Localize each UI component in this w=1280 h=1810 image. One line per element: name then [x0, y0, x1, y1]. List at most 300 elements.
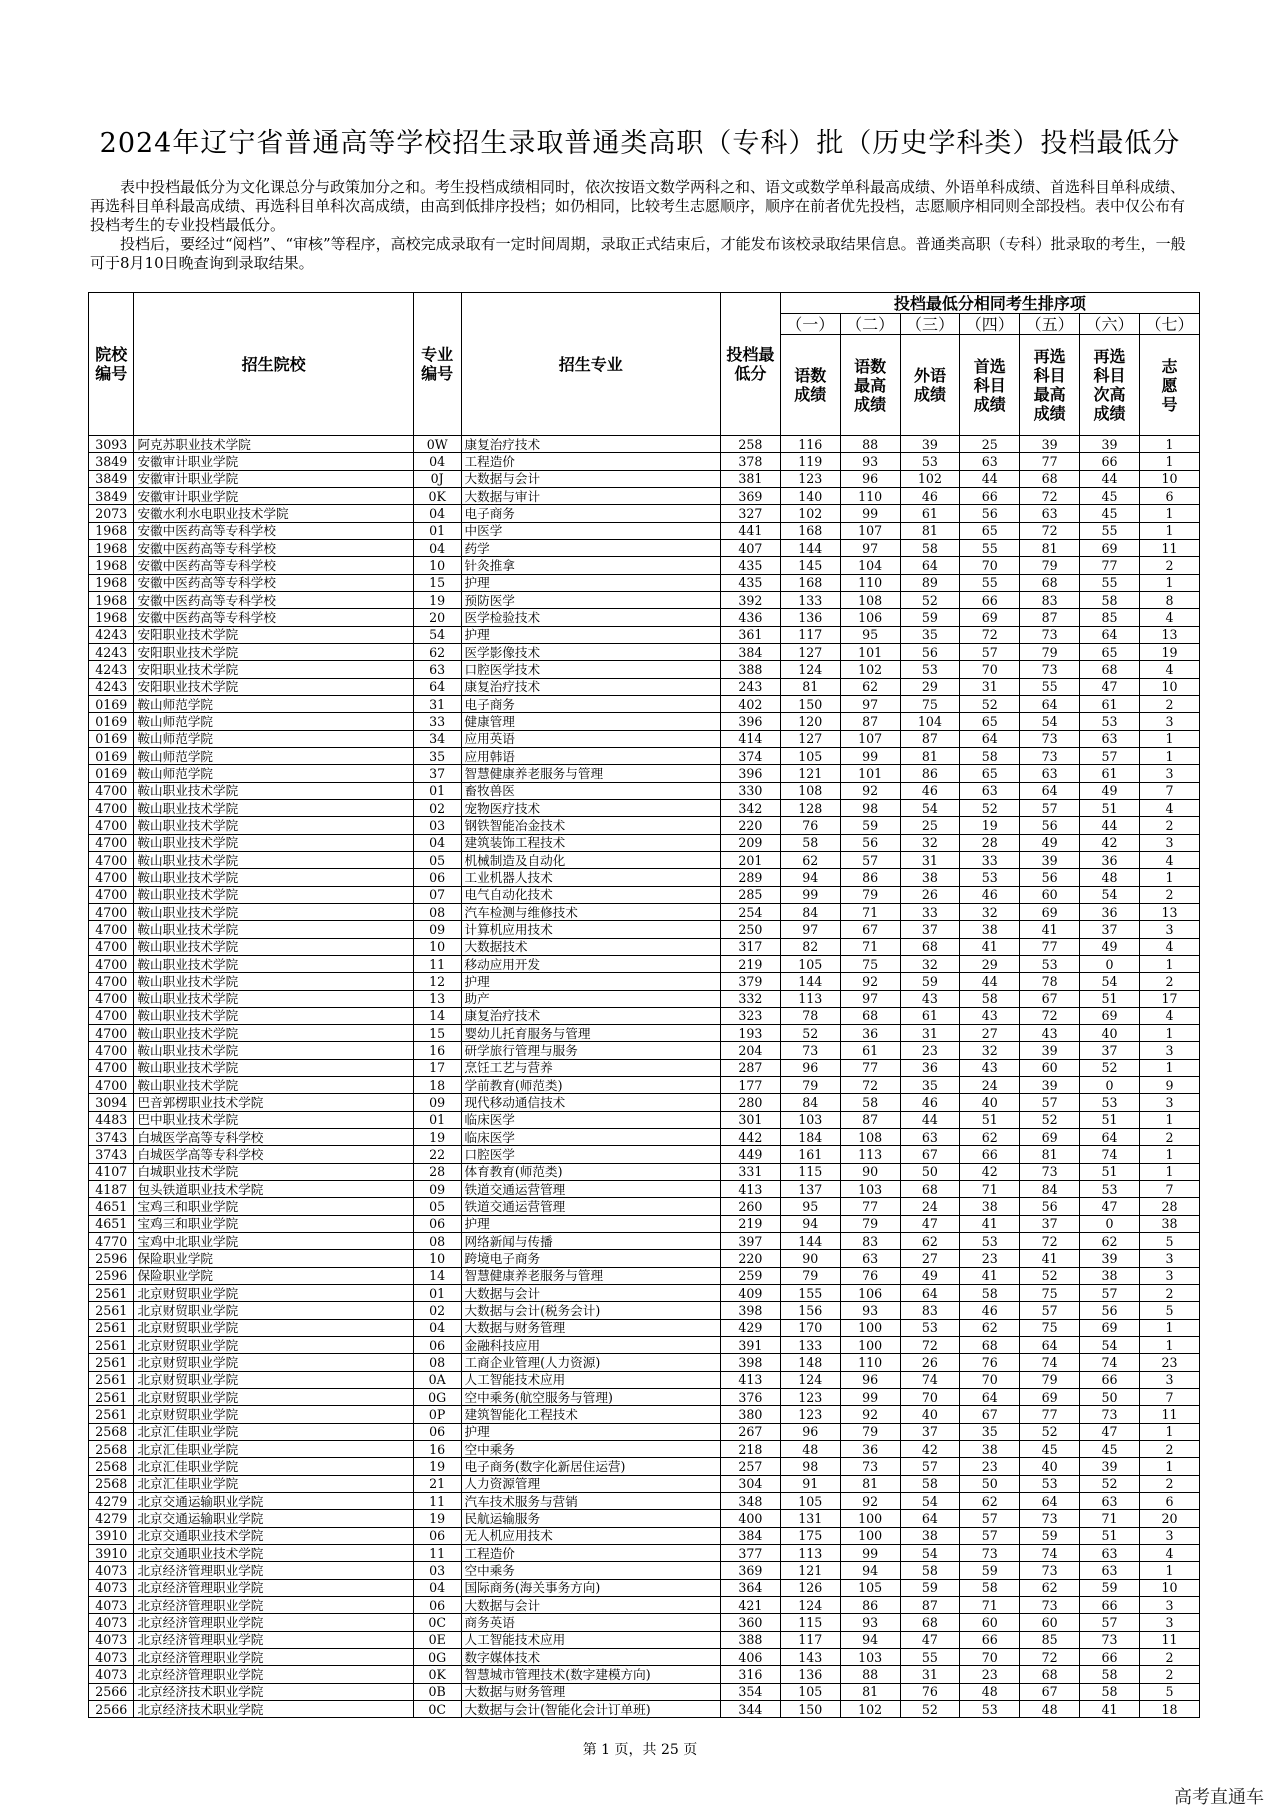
second-subject-max-cell: 77 — [1020, 1406, 1080, 1423]
second-subject-next-cell: 47 — [1080, 678, 1140, 695]
min-score-cell: 380 — [720, 1406, 780, 1423]
school-name-cell: 北京经济管理职业学院 — [134, 1648, 413, 1665]
foreign-lang-cell: 102 — [900, 470, 960, 487]
chinese-math-max-cell: 87 — [840, 713, 900, 730]
foreign-lang-cell: 42 — [900, 1441, 960, 1458]
major-name-cell: 人工智能技术应用 — [461, 1631, 720, 1648]
chinese-math-cell: 82 — [780, 938, 840, 955]
preference-no-cell: 4 — [1139, 851, 1199, 868]
chinese-math-max-cell: 100 — [840, 1510, 900, 1527]
chinese-math-cell: 123 — [780, 1406, 840, 1423]
foreign-lang-cell: 24 — [900, 1198, 960, 1215]
school-code-cell: 4073 — [89, 1596, 134, 1613]
second-subject-max-cell: 39 — [1020, 851, 1080, 868]
preference-no-cell: 13 — [1139, 626, 1199, 643]
major-name-cell: 护理 — [461, 574, 720, 591]
second-subject-next-cell: 66 — [1080, 1371, 1140, 1388]
header-order: （五） — [1020, 314, 1080, 335]
preference-no-cell: 6 — [1139, 1493, 1199, 1510]
chinese-math-max-cell: 99 — [840, 1389, 900, 1406]
school-name-cell: 保险职业学院 — [134, 1267, 413, 1284]
second-subject-next-cell: 57 — [1080, 1285, 1140, 1302]
table-row — [89, 505, 1200, 522]
min-score-cell: 204 — [720, 1042, 780, 1059]
chinese-math-cell: 48 — [780, 1441, 840, 1458]
second-subject-next-cell: 0 — [1080, 955, 1140, 972]
second-subject-max-cell: 39 — [1020, 1042, 1080, 1059]
min-score-cell: 388 — [720, 1631, 780, 1648]
chinese-math-cell: 62 — [780, 851, 840, 868]
table-row — [89, 661, 1200, 678]
chinese-math-max-cell: 36 — [840, 1025, 900, 1042]
chinese-math-max-cell: 79 — [840, 1423, 900, 1440]
second-subject-next-cell: 69 — [1080, 1007, 1140, 1024]
min-score-cell: 429 — [720, 1319, 780, 1336]
major-code-cell: 04 — [413, 539, 461, 556]
major-name-cell: 护理 — [461, 1423, 720, 1440]
school-name-cell: 北京经济技术职业学院 — [134, 1683, 413, 1700]
chinese-math-cell: 150 — [780, 1700, 840, 1717]
chinese-math-max-cell: 107 — [840, 730, 900, 747]
foreign-lang-cell: 68 — [900, 1181, 960, 1198]
chinese-math-cell: 155 — [780, 1285, 840, 1302]
major-code-cell: 0G — [413, 1389, 461, 1406]
preference-no-cell: 4 — [1139, 609, 1199, 626]
school-code-cell: 4700 — [89, 1042, 134, 1059]
chinese-math-max-cell: 100 — [840, 1319, 900, 1336]
first-subject-cell: 70 — [960, 1648, 1020, 1665]
preference-no-cell: 1 — [1139, 730, 1199, 747]
school-code-cell: 4279 — [89, 1510, 134, 1527]
chinese-math-cell: 143 — [780, 1648, 840, 1665]
school-name-cell: 鞍山职业技术学院 — [134, 921, 413, 938]
table-row — [89, 1683, 1200, 1700]
first-subject-cell: 38 — [960, 921, 1020, 938]
major-name-cell: 助产 — [461, 990, 720, 1007]
major-name-cell: 药学 — [461, 539, 720, 556]
chinese-math-cell: 133 — [780, 591, 840, 608]
second-subject-max-cell: 68 — [1020, 470, 1080, 487]
foreign-lang-cell: 38 — [900, 869, 960, 886]
table-row — [89, 903, 1200, 920]
foreign-lang-cell: 64 — [900, 557, 960, 574]
min-score-cell: 413 — [720, 1181, 780, 1198]
min-score-cell: 421 — [720, 1596, 780, 1613]
school-code-cell: 1968 — [89, 609, 134, 626]
chinese-math-cell: 137 — [780, 1181, 840, 1198]
major-code-cell: 04 — [413, 1579, 461, 1596]
chinese-math-cell: 148 — [780, 1354, 840, 1371]
school-code-cell: 2596 — [89, 1267, 134, 1284]
major-name-cell: 大数据技术 — [461, 938, 720, 955]
min-score-cell: 259 — [720, 1267, 780, 1284]
first-subject-cell: 64 — [960, 1389, 1020, 1406]
preference-no-cell: 8 — [1139, 591, 1199, 608]
second-subject-next-cell: 44 — [1080, 470, 1140, 487]
foreign-lang-cell: 55 — [900, 1648, 960, 1665]
preference-no-cell: 2 — [1139, 973, 1199, 990]
table-row — [89, 851, 1200, 868]
chinese-math-max-cell: 75 — [840, 955, 900, 972]
second-subject-max-cell: 73 — [1020, 1510, 1080, 1527]
school-name-cell: 北京经济管理职业学院 — [134, 1579, 413, 1596]
major-name-cell: 建筑装饰工程技术 — [461, 834, 720, 851]
min-score-cell: 449 — [720, 1146, 780, 1163]
major-code-cell: 0C — [413, 1700, 461, 1717]
second-subject-next-cell: 61 — [1080, 695, 1140, 712]
major-code-cell: 01 — [413, 782, 461, 799]
chinese-math-cell: 123 — [780, 470, 840, 487]
preference-no-cell: 7 — [1139, 782, 1199, 799]
chinese-math-cell: 84 — [780, 1094, 840, 1111]
min-score-cell: 384 — [720, 643, 780, 660]
second-subject-next-cell: 37 — [1080, 1042, 1140, 1059]
preference-no-cell: 2 — [1139, 1441, 1199, 1458]
min-score-cell: 177 — [720, 1077, 780, 1094]
preference-no-cell: 5 — [1139, 1302, 1199, 1319]
foreign-lang-cell: 50 — [900, 1163, 960, 1180]
preference-no-cell: 2 — [1139, 1648, 1199, 1665]
school-code-cell: 4651 — [89, 1215, 134, 1232]
chinese-math-cell: 115 — [780, 1614, 840, 1631]
major-code-cell: 10 — [413, 1250, 461, 1267]
foreign-lang-cell: 74 — [900, 1371, 960, 1388]
min-score-cell: 441 — [720, 522, 780, 539]
second-subject-max-cell: 52 — [1020, 1111, 1080, 1128]
chinese-math-cell: 79 — [780, 1077, 840, 1094]
preference-no-cell: 6 — [1139, 487, 1199, 504]
foreign-lang-cell: 35 — [900, 1077, 960, 1094]
first-subject-cell: 48 — [960, 1683, 1020, 1700]
school-name-cell: 鞍山职业技术学院 — [134, 1059, 413, 1076]
first-subject-cell: 66 — [960, 591, 1020, 608]
foreign-lang-cell: 43 — [900, 990, 960, 1007]
school-code-cell: 3093 — [89, 436, 134, 453]
header-col: 语数成绩 — [780, 335, 840, 436]
preference-no-cell: 1 — [1139, 1458, 1199, 1475]
chinese-math-max-cell: 63 — [840, 1250, 900, 1267]
preference-no-cell: 1 — [1139, 1146, 1199, 1163]
preference-no-cell: 2 — [1139, 695, 1199, 712]
school-name-cell: 鞍山职业技术学院 — [134, 1042, 413, 1059]
preference-no-cell: 20 — [1139, 1510, 1199, 1527]
second-subject-max-cell: 67 — [1020, 1683, 1080, 1700]
table-row — [89, 938, 1200, 955]
school-name-cell: 鞍山职业技术学院 — [134, 1025, 413, 1042]
header-order: （二） — [840, 314, 900, 335]
foreign-lang-cell: 59 — [900, 973, 960, 990]
chinese-math-max-cell: 95 — [840, 626, 900, 643]
second-subject-max-cell: 53 — [1020, 1475, 1080, 1492]
school-code-cell: 4073 — [89, 1648, 134, 1665]
first-subject-cell: 57 — [960, 1510, 1020, 1527]
min-score-cell: 369 — [720, 487, 780, 504]
school-name-cell: 北京经济管理职业学院 — [134, 1631, 413, 1648]
foreign-lang-cell: 54 — [900, 1545, 960, 1562]
first-subject-cell: 29 — [960, 955, 1020, 972]
header-col: 外语成绩 — [900, 335, 960, 436]
chinese-math-max-cell: 103 — [840, 1648, 900, 1665]
min-score-cell: 257 — [720, 1458, 780, 1475]
preference-no-cell: 3 — [1139, 1596, 1199, 1613]
preference-no-cell: 1 — [1139, 436, 1199, 453]
table-row — [89, 1059, 1200, 1076]
first-subject-cell: 31 — [960, 678, 1020, 695]
chinese-math-max-cell: 86 — [840, 869, 900, 886]
chinese-math-max-cell: 98 — [840, 799, 900, 816]
major-name-cell: 民航运输服务 — [461, 1510, 720, 1527]
min-score-cell: 260 — [720, 1198, 780, 1215]
preference-no-cell: 2 — [1139, 557, 1199, 574]
school-name-cell: 鞍山师范学院 — [134, 765, 413, 782]
school-code-cell: 2596 — [89, 1250, 134, 1267]
chinese-math-cell: 105 — [780, 1683, 840, 1700]
second-subject-next-cell: 52 — [1080, 1475, 1140, 1492]
foreign-lang-cell: 76 — [900, 1683, 960, 1700]
school-code-cell: 4700 — [89, 1007, 134, 1024]
table-row — [89, 955, 1200, 972]
chinese-math-max-cell: 92 — [840, 782, 900, 799]
second-subject-next-cell: 57 — [1080, 1614, 1140, 1631]
second-subject-max-cell: 77 — [1020, 453, 1080, 470]
foreign-lang-cell: 31 — [900, 851, 960, 868]
school-code-cell: 4700 — [89, 1059, 134, 1076]
preference-no-cell: 10 — [1139, 470, 1199, 487]
chinese-math-max-cell: 99 — [840, 505, 900, 522]
second-subject-max-cell: 56 — [1020, 1198, 1080, 1215]
major-name-cell: 预防医学 — [461, 591, 720, 608]
min-score-cell: 316 — [720, 1666, 780, 1683]
first-subject-cell: 65 — [960, 522, 1020, 539]
min-score-cell: 243 — [720, 678, 780, 695]
chinese-math-max-cell: 106 — [840, 609, 900, 626]
major-name-cell: 口腔医学技术 — [461, 661, 720, 678]
chinese-math-cell: 95 — [780, 1198, 840, 1215]
major-code-cell: 19 — [413, 591, 461, 608]
chinese-math-max-cell: 79 — [840, 1215, 900, 1232]
chinese-math-max-cell: 96 — [840, 1371, 900, 1388]
school-name-cell: 阿克苏职业技术学院 — [134, 436, 413, 453]
preference-no-cell: 1 — [1139, 574, 1199, 591]
first-subject-cell: 70 — [960, 661, 1020, 678]
school-name-cell: 保险职业学院 — [134, 1250, 413, 1267]
preference-no-cell: 1 — [1139, 453, 1199, 470]
chinese-math-cell: 90 — [780, 1250, 840, 1267]
major-name-cell: 无人机应用技术 — [461, 1527, 720, 1544]
chinese-math-cell: 99 — [780, 886, 840, 903]
second-subject-next-cell: 69 — [1080, 539, 1140, 556]
foreign-lang-cell: 32 — [900, 834, 960, 851]
chinese-math-cell: 133 — [780, 1337, 840, 1354]
table-row — [89, 470, 1200, 487]
school-code-cell: 4243 — [89, 643, 134, 660]
major-code-cell: 01 — [413, 522, 461, 539]
chinese-math-max-cell: 77 — [840, 1059, 900, 1076]
table-row — [89, 522, 1200, 539]
first-subject-cell: 44 — [960, 973, 1020, 990]
major-code-cell: 14 — [413, 1007, 461, 1024]
school-code-cell: 1968 — [89, 539, 134, 556]
school-code-cell: 0169 — [89, 713, 134, 730]
school-name-cell: 安阳职业技术学院 — [134, 661, 413, 678]
school-code-cell: 4700 — [89, 973, 134, 990]
chinese-math-cell: 131 — [780, 1510, 840, 1527]
chinese-math-cell: 94 — [780, 869, 840, 886]
major-code-cell: 19 — [413, 1458, 461, 1475]
school-name-cell: 北京财贸职业学院 — [134, 1337, 413, 1354]
chinese-math-max-cell: 100 — [840, 1527, 900, 1544]
first-subject-cell: 23 — [960, 1458, 1020, 1475]
school-code-cell: 1968 — [89, 574, 134, 591]
second-subject-max-cell: 41 — [1020, 1250, 1080, 1267]
preference-no-cell: 3 — [1139, 1267, 1199, 1284]
school-code-cell: 0169 — [89, 765, 134, 782]
preference-no-cell: 3 — [1139, 1250, 1199, 1267]
foreign-lang-cell: 40 — [900, 1406, 960, 1423]
major-code-cell: 0J — [413, 470, 461, 487]
preference-no-cell: 3 — [1139, 921, 1199, 938]
school-code-cell: 2561 — [89, 1406, 134, 1423]
table-row — [89, 1527, 1200, 1544]
major-name-cell: 婴幼儿托育服务与管理 — [461, 1025, 720, 1042]
header-major: 招生专业 — [461, 293, 720, 436]
chinese-math-cell: 136 — [780, 609, 840, 626]
first-subject-cell: 73 — [960, 1545, 1020, 1562]
preference-no-cell: 3 — [1139, 765, 1199, 782]
chinese-math-max-cell: 97 — [840, 990, 900, 1007]
preference-no-cell: 19 — [1139, 643, 1199, 660]
chinese-math-max-cell: 58 — [840, 1094, 900, 1111]
school-code-cell: 4073 — [89, 1631, 134, 1648]
major-code-cell: 09 — [413, 1181, 461, 1198]
second-subject-max-cell: 72 — [1020, 522, 1080, 539]
major-code-cell: 01 — [413, 1111, 461, 1128]
first-subject-cell: 59 — [960, 1562, 1020, 1579]
preference-no-cell: 1 — [1139, 1111, 1199, 1128]
chinese-math-cell: 170 — [780, 1319, 840, 1336]
preference-no-cell: 3 — [1139, 1371, 1199, 1388]
table-row — [89, 921, 1200, 938]
major-name-cell: 汽车检测与维修技术 — [461, 903, 720, 920]
major-code-cell: 07 — [413, 886, 461, 903]
second-subject-next-cell: 55 — [1080, 522, 1140, 539]
preference-no-cell: 1 — [1139, 522, 1199, 539]
first-subject-cell: 68 — [960, 1337, 1020, 1354]
min-score-cell: 378 — [720, 453, 780, 470]
min-score-cell: 407 — [720, 539, 780, 556]
major-name-cell: 护理 — [461, 1215, 720, 1232]
major-name-cell: 医学检验技术 — [461, 609, 720, 626]
school-code-cell: 2568 — [89, 1475, 134, 1492]
min-score-cell: 317 — [720, 938, 780, 955]
preference-no-cell: 28 — [1139, 1198, 1199, 1215]
preference-no-cell: 2 — [1139, 1285, 1199, 1302]
major-name-cell: 空中乘务(航空服务与管理) — [461, 1389, 720, 1406]
table-row — [89, 1337, 1200, 1354]
second-subject-max-cell: 73 — [1020, 1562, 1080, 1579]
preference-no-cell: 3 — [1139, 1042, 1199, 1059]
first-subject-cell: 38 — [960, 1441, 1020, 1458]
second-subject-next-cell: 59 — [1080, 1579, 1140, 1596]
preference-no-cell: 4 — [1139, 1007, 1199, 1024]
chinese-math-max-cell: 99 — [840, 747, 900, 764]
foreign-lang-cell: 62 — [900, 1233, 960, 1250]
min-score-cell: 392 — [720, 591, 780, 608]
first-subject-cell: 52 — [960, 695, 1020, 712]
major-code-cell: 16 — [413, 1042, 461, 1059]
foreign-lang-cell: 87 — [900, 730, 960, 747]
chinese-math-max-cell: 90 — [840, 1163, 900, 1180]
second-subject-max-cell: 79 — [1020, 643, 1080, 660]
table-row — [89, 1475, 1200, 1492]
major-code-cell: 11 — [413, 1493, 461, 1510]
major-code-cell: 09 — [413, 1094, 461, 1111]
min-score-cell: 402 — [720, 695, 780, 712]
school-code-cell: 4700 — [89, 921, 134, 938]
school-code-cell: 4700 — [89, 1077, 134, 1094]
school-code-cell: 4073 — [89, 1614, 134, 1631]
school-code-cell: 4279 — [89, 1493, 134, 1510]
school-name-cell: 安阳职业技术学院 — [134, 626, 413, 643]
chinese-math-max-cell: 108 — [840, 1129, 900, 1146]
second-subject-next-cell: 65 — [1080, 643, 1140, 660]
school-code-cell: 4700 — [89, 834, 134, 851]
major-code-cell: 06 — [413, 1337, 461, 1354]
min-score-cell: 397 — [720, 1233, 780, 1250]
second-subject-next-cell: 0 — [1080, 1215, 1140, 1232]
second-subject-max-cell: 77 — [1020, 938, 1080, 955]
second-subject-max-cell: 64 — [1020, 695, 1080, 712]
chinese-math-cell: 52 — [780, 1025, 840, 1042]
table-row — [89, 609, 1200, 626]
school-name-cell: 鞍山职业技术学院 — [134, 955, 413, 972]
major-code-cell: 64 — [413, 678, 461, 695]
school-code-cell: 4700 — [89, 990, 134, 1007]
school-name-cell: 北京财贸职业学院 — [134, 1354, 413, 1371]
major-name-cell: 医学影像技术 — [461, 643, 720, 660]
preference-no-cell: 4 — [1139, 799, 1199, 816]
school-code-cell: 4700 — [89, 955, 134, 972]
foreign-lang-cell: 58 — [900, 539, 960, 556]
major-name-cell: 空中乘务 — [461, 1562, 720, 1579]
preference-no-cell: 5 — [1139, 1233, 1199, 1250]
preference-no-cell: 11 — [1139, 539, 1199, 556]
second-subject-next-cell: 68 — [1080, 661, 1140, 678]
intro-paragraph: 表中投档最低分为文化课总分与政策加分之和。考生投档成绩相同时，依次按语文数学两科之和、语文或数学单科最高成绩、外语单科成绩、首选科目单科成绩、再选科目单科最高成绩、再选科目单科次高成绩，由高到低排序投档；如仍相同，比较考生志愿顺序，顺序在前者优先投档，志愿顺序相同则全部投档。表中仅公布有投档考生的专业投档最低分。 — [90, 178, 1186, 234]
major-code-cell: 03 — [413, 817, 461, 834]
school-code-cell: 2561 — [89, 1319, 134, 1336]
min-score-cell: 219 — [720, 1215, 780, 1232]
chinese-math-max-cell: 102 — [840, 661, 900, 678]
second-subject-next-cell: 38 — [1080, 1267, 1140, 1284]
major-name-cell: 康复治疗技术 — [461, 1007, 720, 1024]
min-score-cell: 193 — [720, 1025, 780, 1042]
min-score-cell: 374 — [720, 747, 780, 764]
header-col: 首选科目成绩 — [960, 335, 1020, 436]
first-subject-cell: 44 — [960, 470, 1020, 487]
second-subject-max-cell: 57 — [1020, 1094, 1080, 1111]
second-subject-next-cell: 69 — [1080, 1319, 1140, 1336]
first-subject-cell: 57 — [960, 1527, 1020, 1544]
major-name-cell: 工商企业管理(人力资源) — [461, 1354, 720, 1371]
school-code-cell: 4073 — [89, 1579, 134, 1596]
first-subject-cell: 41 — [960, 938, 1020, 955]
school-code-cell: 4700 — [89, 782, 134, 799]
major-code-cell: 09 — [413, 921, 461, 938]
first-subject-cell: 43 — [960, 1059, 1020, 1076]
school-code-cell: 2561 — [89, 1389, 134, 1406]
header-col: 志愿号 — [1139, 335, 1199, 436]
